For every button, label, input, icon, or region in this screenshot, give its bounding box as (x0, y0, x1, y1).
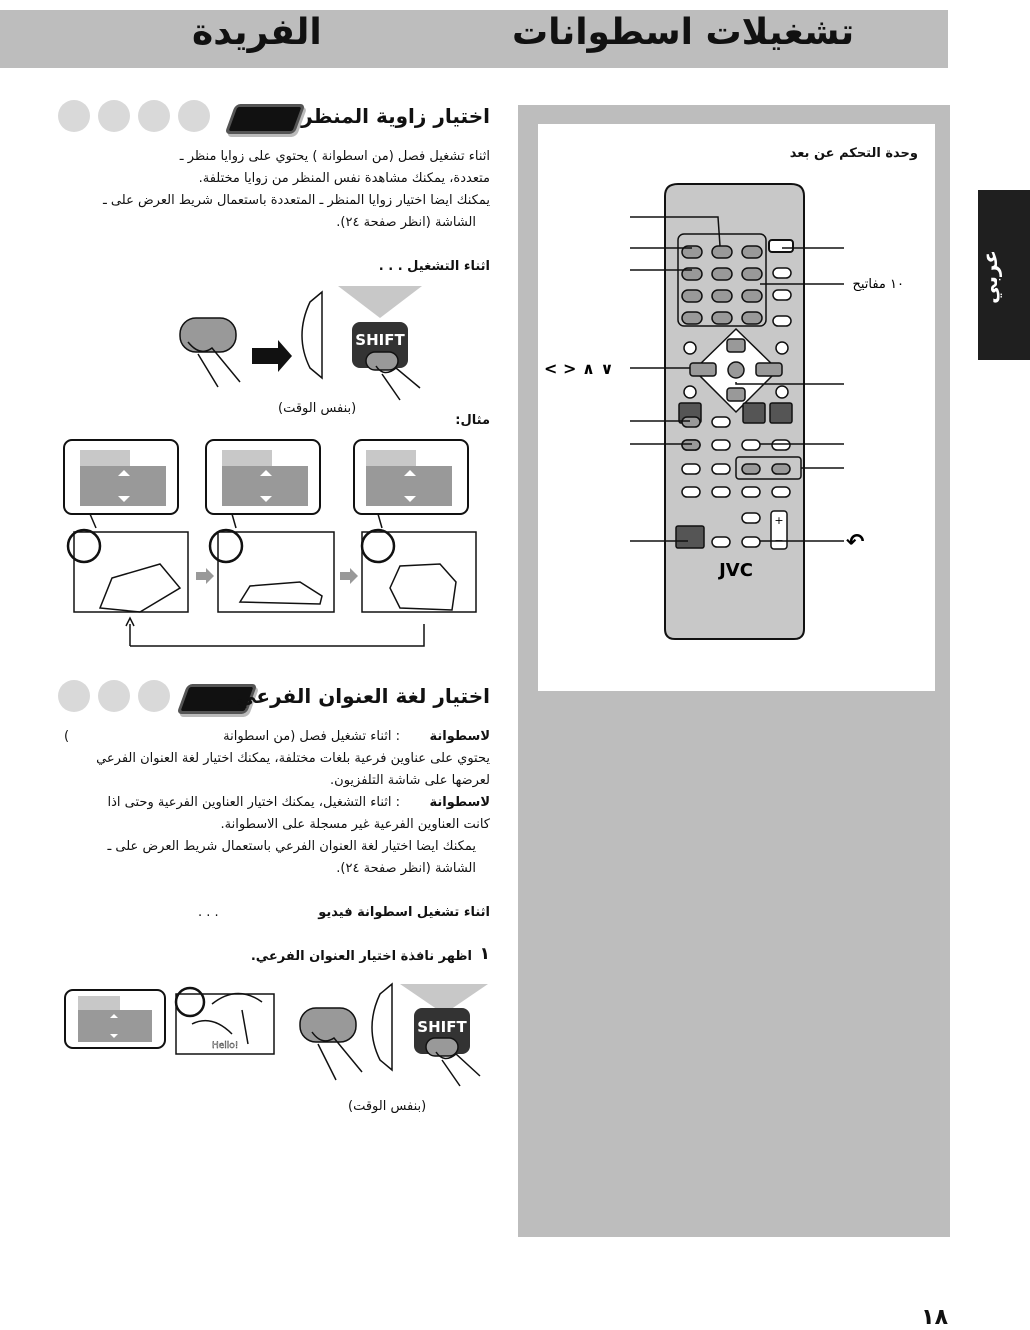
paragraph-line: متعددة، يمكنك مشاهدة نفس المنظر من زوايا مختلفة. (198, 171, 490, 186)
paragraph-line: : اثناء التشغيل، يمكنك اختيار العناوين الفرعية وحتى اذا (107, 795, 400, 810)
disc-type-circle (138, 680, 170, 712)
page-title: تشغيلات اسطوانات (512, 12, 855, 53)
ellipsis: . . . (198, 905, 219, 920)
disc-type-circle (58, 680, 90, 712)
paragraph-line: كانت العناوين الفرعية غير مسجلة على الاسطوانة. (220, 817, 490, 832)
paragraph-line: : اثناء تشغيل فصل (من اسطوانة (223, 729, 400, 744)
paragraph-line: يمكنك ايضا اختيار زوايا المنظر ـ المتعددة باستعمال شريط العرض على ـ (102, 193, 490, 208)
paragraph-line: الشاشة (انظر صفحة ٢٤). (336, 861, 476, 876)
remote-brand-logo: JVC (719, 560, 753, 581)
disc-type-circle (138, 100, 170, 132)
volume-plus-label: + (774, 514, 784, 527)
paragraph-line: لعرضها على شاشة التلفزيون. (330, 773, 490, 788)
section-heading-angle: اختيار زاوية المنظر (301, 104, 490, 128)
paragraph-line: الشاشة (انظر صفحة ٢٤). (336, 215, 476, 230)
section-heading-subtitle: اختيار لغة العنوان الفرعي (236, 684, 490, 708)
simultaneous-note: (بنفس الوقت) (348, 1099, 427, 1114)
volume-minus-label: − (774, 534, 784, 547)
during-video-label: اثناء تشغيل اسطوانة فيديو (318, 905, 490, 920)
shift-press-illustration (170, 282, 470, 402)
disc-type-circle (98, 680, 130, 712)
ten-keys-label: ١٠ مفاتيح (852, 277, 904, 292)
subtitle-example-illustration (62, 984, 292, 1064)
disc-icon (225, 104, 306, 134)
paragraph-line: يحتوي على عناوين فرعية بلغات مختلفة، يمكنك اختيار لغة العنوان الفرعي (96, 751, 490, 766)
remote-title: وحدة التحكم عن بعد (789, 146, 918, 161)
remote-control-illustration (538, 124, 935, 691)
language-tab-label: عربي (978, 250, 1002, 304)
simultaneous-note: (بنفس الوقت) (278, 401, 357, 416)
step-instruction: اظهر نافذة اختيار العنوان الفرعي. (250, 949, 472, 964)
paragraph-line: اثناء تشغيل فصل (من اسطوانة ) يحتوي على زوايا منظر ـ (179, 149, 490, 164)
paragraph-line: يمكنك ايضا اختيار لغة العنوان الفرعي باستعمال شريط العرض على ـ (107, 839, 476, 854)
language-tab[interactable] (978, 190, 1030, 360)
shift-button-label: SHIFT (417, 1018, 467, 1036)
step-number: ١ (479, 944, 490, 964)
disc-type-circle (178, 100, 210, 132)
arrow-keys-label: < > ∧ ∨ (544, 359, 614, 378)
angle-example-illustration (60, 438, 485, 648)
paragraph-paren: ( (64, 729, 70, 744)
hello-subtitle-text: Hello! (212, 1041, 239, 1051)
example-label: مثال: (455, 413, 490, 428)
page-title-secondary: الفريدة (192, 12, 322, 53)
disc-type-circle (98, 100, 130, 132)
shift-press-illustration (292, 980, 502, 1090)
during-play-label: اثناء التشغيل . . . (378, 259, 490, 274)
page-number: ١٨ (921, 1305, 948, 1330)
shift-button-label: SHIFT (355, 331, 405, 349)
disc-label: لاسطوانة (429, 729, 490, 744)
disc-type-circle (58, 100, 90, 132)
disc-label: لاسطوانة (429, 795, 490, 810)
return-icon: ↶ (846, 530, 865, 555)
